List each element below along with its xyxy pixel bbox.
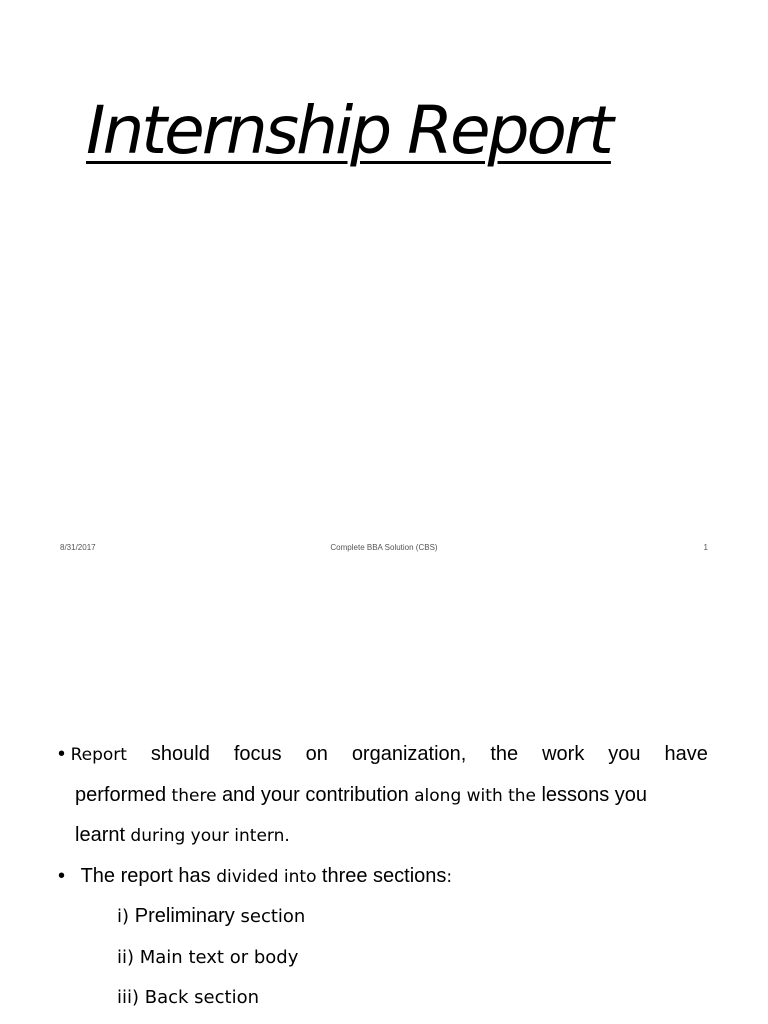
word: focus	[233, 743, 282, 765]
word: on	[305, 743, 328, 765]
sub-item-3	[117, 986, 259, 1009]
text-run: The report has	[80, 865, 217, 887]
footer-date: 8/31/2017	[60, 543, 96, 552]
word: have	[664, 743, 708, 765]
footer-center-text: Complete BBA Solution (CBS)	[330, 543, 438, 552]
sub-item-2	[117, 946, 298, 969]
text-run: three sections	[321, 865, 447, 887]
word: the	[490, 743, 519, 765]
text-run: along with the	[408, 786, 542, 806]
bullet-marker: •	[58, 743, 66, 765]
text-run: learnt	[75, 824, 126, 846]
bullet-1-line-2	[75, 784, 709, 807]
sub-item-prefix: i)	[117, 906, 135, 927]
word: you	[608, 743, 641, 765]
bullet-1-first-word	[58, 743, 127, 766]
bullet-1-line-1	[58, 743, 708, 766]
word: organization,	[351, 743, 467, 765]
word-report: Report	[70, 745, 127, 765]
text-run: Back section	[144, 987, 259, 1008]
text-run: section	[234, 906, 306, 927]
text-run: lessons you	[541, 784, 648, 806]
text-run: divided into	[216, 867, 322, 887]
text-run: there	[166, 786, 222, 806]
word: should	[150, 743, 210, 765]
text-run: Main text or body	[139, 947, 299, 968]
slide-title: Internship Report	[86, 92, 611, 169]
text-run: performed	[75, 784, 167, 806]
bullet-2	[58, 865, 708, 888]
sub-item-prefix: ii)	[117, 947, 140, 968]
slide-2	[0, 576, 768, 1024]
text-run: :	[446, 867, 453, 887]
footer-page-number: 1	[703, 543, 708, 552]
bullet-1-line-3	[75, 824, 709, 847]
text-run: during your intern.	[125, 826, 290, 846]
bullet-marker: •	[58, 865, 66, 887]
sub-item-1	[117, 905, 305, 928]
word: work	[542, 743, 585, 765]
sub-item-prefix: iii)	[117, 987, 145, 1008]
text-run: Preliminary	[134, 905, 235, 927]
text-run: and your contribution	[221, 784, 409, 806]
